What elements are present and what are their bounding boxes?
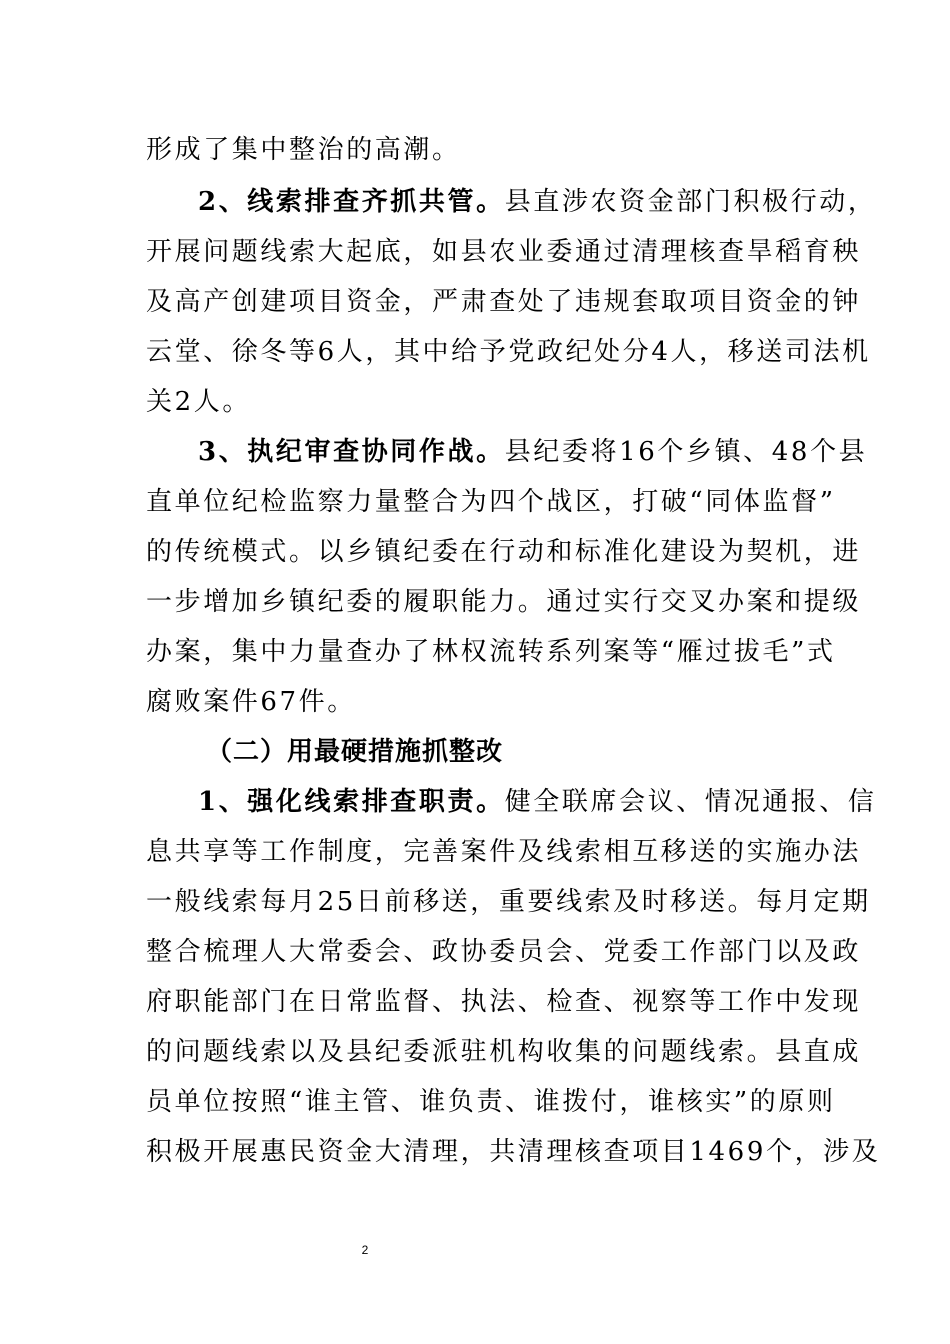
- item-heading: 2、线索排查齐抓共管。: [198, 187, 505, 217]
- text-line: 直单位纪检监察力量整合为四个战区，打破“同体监督”: [146, 487, 836, 517]
- text-line: 整合梳理人大常委会、政协委员会、党委工作部门以及政: [146, 937, 862, 967]
- section-item-3: 3、执纪审查协同作战。县纪委将16个乡镇、48个县: [198, 437, 868, 467]
- text-line: 的传统模式。以乡镇纪委在行动和标准化建设为契机，进: [146, 537, 862, 567]
- text-line: 的问题线索以及县纪委派驻机构收集的问题线索。县直成: [146, 1037, 862, 1067]
- text-line: 办案，集中力量查办了林权流转系列案等“雁过拔毛”式: [146, 637, 836, 667]
- text-line: 息共享等工作制度，完善案件及线索相互移送的实施办法: [146, 837, 862, 867]
- text-line: 员单位按照“谁主管、谁负责、谁拨付，谁核实”的原则: [146, 1087, 836, 1117]
- text-line: 一步增加乡镇纪委的履职能力。通过实行交叉办案和提级: [146, 587, 862, 617]
- text-line: 云堂、徐冬等6人，其中给予党政纪处分4人，移送司法机: [146, 337, 871, 367]
- section-item-1: 1、强化线索排查职责。健全联席会议、情况通报、信: [198, 787, 877, 817]
- item-heading: 3、执纪审查协同作战。: [198, 437, 505, 467]
- page-number: 2: [361, 1243, 369, 1257]
- text-line: 及高产创建项目资金，严肃查处了违规套取项目资金的钟: [146, 287, 862, 317]
- text-line: 积极开展惠民资金大清理，共清理核查项目1469个，涉及: [146, 1137, 881, 1167]
- text-line: 府职能部门在日常监督、执法、检查、视察等工作中发现: [146, 987, 862, 1017]
- section-heading: （二）用最硬措施抓整改: [206, 737, 504, 767]
- item-heading: 1、强化线索排查职责。: [198, 787, 505, 817]
- text-line: 形成了集中整治的高潮。: [146, 135, 461, 165]
- section-item-2: 2、线索排查齐抓共管。县直涉农资金部门积极行动，: [198, 187, 877, 217]
- text-line: 一般线索每月25日前移送，重要线索及时移送。每月定期: [146, 887, 871, 917]
- text-line: 开展问题线索大起底，如县农业委通过清理核查旱稻育秧: [146, 237, 862, 267]
- text-line: 腐败案件67件。: [146, 687, 356, 717]
- text-line: 关2人。: [146, 387, 251, 417]
